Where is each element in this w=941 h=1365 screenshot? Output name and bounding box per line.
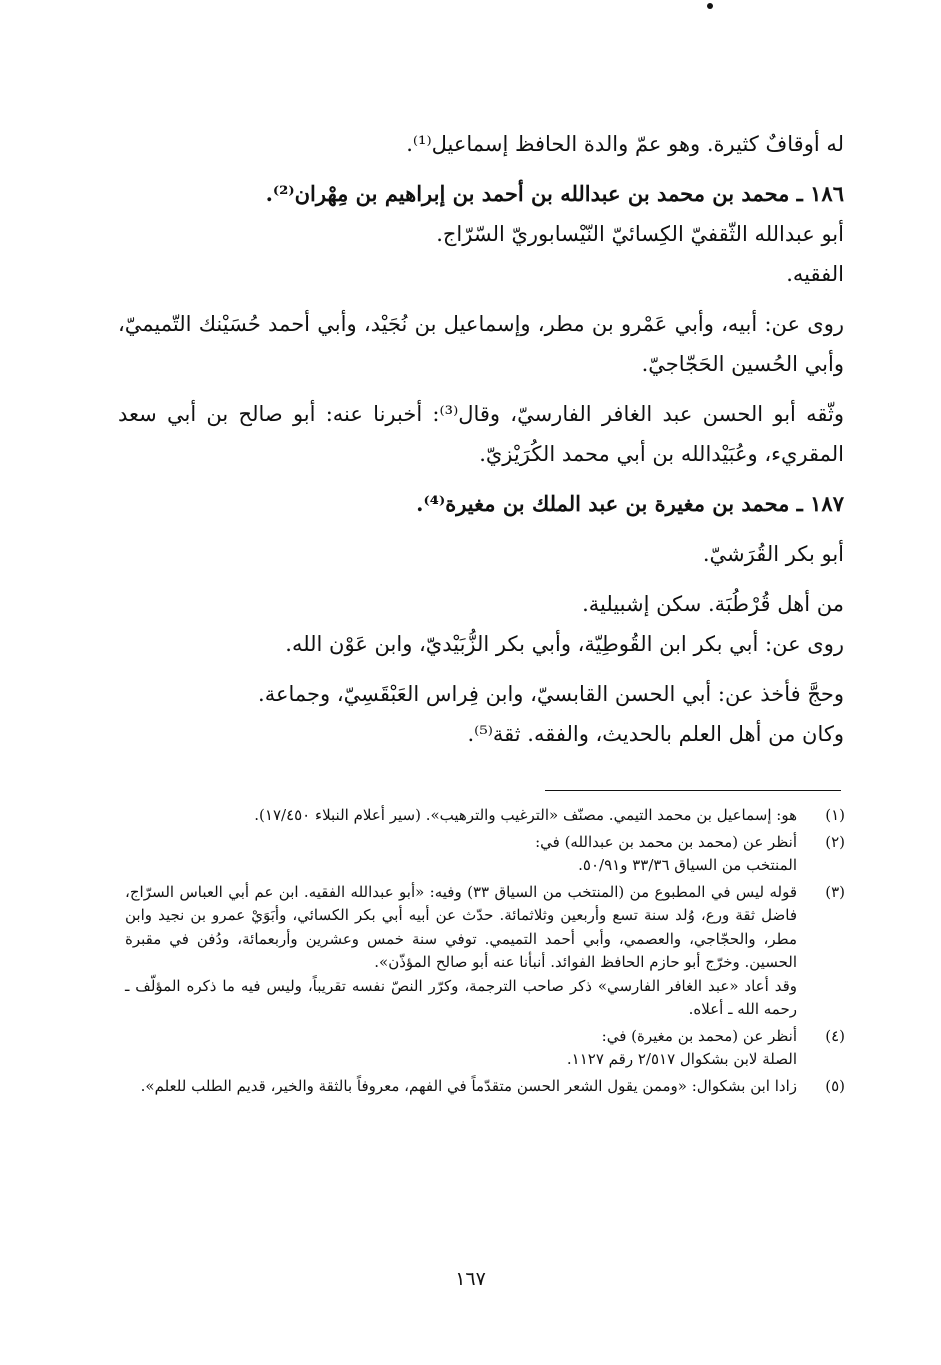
entry-187-origin: من أهل قُرْطُبَة. سكن إشبيلية. [582, 592, 844, 616]
entry-187-narrated-from: روى عن: أبي بكر ابن القُوطِيّة، وأبي بكر الزُّبَيْديّ، وابن عَوْن الله. [285, 632, 844, 656]
entry-186-heading: ١٨٦ ـ محمد بن محمد بن عبدالله بن أحمد بن إبراهيم بن مِهْران⁽²⁾. [265, 181, 844, 206]
entry-186-kunya: أبو عبدالله الثّقفيّ الكِسائيّ النّيْسابوريّ السّرّاج. [436, 222, 844, 246]
entry-187-pilgrimage: وحجَّ فأخذ عن: أبي الحسن القابسيّ، وابن فِراس العَبْقَسِيّ، وجماعة. [258, 682, 844, 706]
continuation-line: له أوقافٌ كثيرة. وهو عمّ والدة الحافظ إسماعيل⁽¹⁾. [406, 132, 844, 156]
footnote-text: المنتخب من السياق ٣٣/٣٦ و٥٠/٩١. [578, 856, 797, 874]
entry-187-kunya: أبو بكر القُرَشيّ. [702, 542, 844, 566]
main-text [118, 124, 844, 754]
footnote [125, 1075, 845, 1099]
footnote [125, 804, 845, 828]
footnote-separator [545, 790, 841, 791]
footnote-text: أنظر عن (محمد بن محمد بن عبدالله) في: [535, 832, 797, 851]
footnote [125, 831, 845, 878]
footnotes [125, 804, 845, 1098]
footnote-text: أنظر عن (محمد بن مغيرة) في: [601, 1026, 797, 1045]
page-number: ١٦٧ [455, 1268, 486, 1290]
footnote [125, 881, 845, 1022]
entry-186-trusted-by: وثّقه أبو الحسن عبد الغافر الفارسيّ، وقال⁽³⁾: أخبرنا عنه: أبو صالح بن أبي سعد المقريء، وعُبَيْدالله بن أبي محمد الكُرَيْزيّ. [118, 402, 845, 466]
ink-dot [707, 3, 713, 9]
footnote-text: الصلة لابن بشكوال ٢/٥١٧ رقم ١١٢٧. [566, 1050, 797, 1068]
footnote-text: قوله ليس في المطبوع من (المنتخب من السياق ٣٣) وفيه: «أبو عبدالله الفقيه. ابن عم أبي العباس السرّاج، فاضل ثقة ورع، وُلد سنة تسع وأربعين وثلاثمائة. حدّث عن أبيه أبي بكر الكسائي، وأبَوَيْ عمرو بن نجيد وابن مطر، والحجّاجي، والعصمي، وأبي أحمد التميمي. توفي سنة خمس وعشرين وأربعمائة، ودُفن في مقبرة الحسين. وخرّج أبو حازم الحافظ الفوائد. أنبأنا عنه أبو صالح المؤذّن». [125, 882, 798, 971]
footnote-number: (٣) [825, 882, 845, 901]
footnote-number: (٤) [825, 1026, 845, 1045]
footnote-text: هو: إسماعيل بن محمد التيمي. مصنّف «الترغيب والترهيب». (سير أعلام النبلاء ١٧/٤٥٠). [254, 806, 797, 824]
footnote-number: (٢) [825, 832, 845, 851]
footnote-text: زادا ابن بشكوال: «وممن يقول الشعر الحسن متقدّماً في الفهم، معروفاً بالثقة والخير، قديم الطلب للعلم». [140, 1076, 797, 1095]
footnote-text: وقد أعاد «عبد الغافر الفارسي» ذكر صاحب الترجمة، وكرّر النصّ نفسه تقريباً، وليس فيه ما ذكره المؤلّف ـ رحمه الله ـ أعلاه. [125, 976, 797, 1018]
footnote-number: (١) [825, 806, 845, 824]
entry-186-title: الفقيه. [786, 262, 844, 286]
entry-186-narrated-from: روى عن: أبيه، وأبي عَمْرو بن مطر، وإسماعيل بن نُجَيْد، وأبي أحمد حُسَيْنك التّميميّ، وأبي الحُسين الحَجّاجيّ. [118, 312, 844, 376]
entry-187-heading: ١٨٧ ـ محمد بن مغيرة بن عبد الملك بن مغيرة⁽⁴⁾. [416, 491, 844, 516]
footnote-number: (٥) [825, 1076, 845, 1095]
entry-187-knowledge: وكان من أهل العلم بالحديث، والفقه. ثقة⁽⁵⁾. [467, 722, 844, 746]
footnote [125, 1025, 845, 1072]
